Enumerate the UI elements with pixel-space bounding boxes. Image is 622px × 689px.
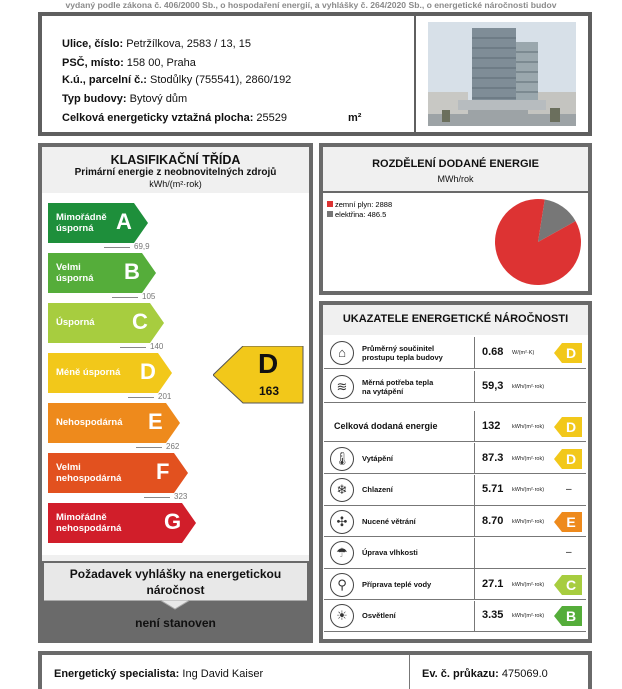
requirement-pointer <box>160 600 190 610</box>
area-row <box>62 112 287 124</box>
class-badge-letter: E <box>566 513 576 530</box>
class-band-label <box>56 462 121 484</box>
class-limit-line <box>104 247 130 248</box>
bulb-icon: ☀ <box>330 604 354 628</box>
class-limit-value: 323 <box>174 492 188 501</box>
cell-divider <box>474 475 475 505</box>
class-limit-value: 140 <box>150 342 164 351</box>
indicator-row <box>324 411 586 442</box>
indicator-row <box>324 443 586 474</box>
indicator-unit: W/(m²·K) <box>512 350 535 356</box>
indicator-row <box>324 538 586 569</box>
indicator-row <box>324 601 586 632</box>
cert-value: 475069.0 <box>501 668 548 680</box>
indicator-row <box>324 506 586 537</box>
class-band-letter: E <box>148 409 163 434</box>
class-limit-value: 105 <box>142 292 156 301</box>
footer-box <box>42 655 588 689</box>
indicator-label: Celková dodaná energie <box>334 420 438 431</box>
class-band-label-line1: Mimořádně <box>56 212 107 223</box>
requirement-title-2: náročnost <box>146 583 205 597</box>
class-band-label-line2: úsporná <box>56 223 94 234</box>
indicator-value: 59,3 <box>482 380 504 392</box>
class-band-label <box>56 417 123 428</box>
tap-icon: ⚲ <box>330 573 354 597</box>
rating-value: 163 <box>259 384 280 398</box>
indicator-row <box>324 475 586 506</box>
indicator-unit: kWh/(m²·rok) <box>512 518 545 525</box>
cell-divider <box>474 371 475 402</box>
indicator-unit: kWh/(m²·rok) <box>512 423 545 430</box>
street-row <box>62 38 251 50</box>
indicator-value: 27.1 <box>482 577 504 590</box>
cert-label: Ev. č. průkazu: <box>422 668 499 680</box>
class-band-d <box>48 353 172 393</box>
cell-divider <box>474 506 475 536</box>
class-band-label <box>56 317 95 328</box>
class-band-c <box>48 303 164 343</box>
zip-value: 158 00, Praha <box>126 57 196 69</box>
class-badge-letter: B <box>565 608 577 624</box>
indicator-unit: kWh/(m²·rok) <box>512 455 545 462</box>
indicator-label: Příprava teplé vody <box>362 579 432 589</box>
class-band-letter: G <box>164 509 182 534</box>
legend-swatch <box>327 201 333 207</box>
class-band-label <box>56 212 107 234</box>
classification-title: KLASIFIKAČNÍ TŘÍDA <box>110 153 241 167</box>
class-band-letter: A <box>116 209 132 234</box>
specialist-value: Ing David Kaiser <box>182 668 264 680</box>
requirement-value: není stanoven <box>135 616 216 630</box>
class-badge <box>554 606 582 626</box>
cell-divider <box>474 337 475 368</box>
building-photo-box <box>416 16 588 132</box>
indicators-title: UKAZATELE ENERGETICKÉ NÁROČNOSTI <box>342 313 569 325</box>
class-band-label-line1: Úsporná <box>56 317 95 328</box>
building-photo <box>428 22 576 126</box>
indicator-dash: – <box>566 484 572 495</box>
legend-label: zemní plyn: 2888 <box>335 200 393 209</box>
thermometer-icon: 🌡 <box>330 447 354 471</box>
indicator-label-line1: Měrná potřeba tepla <box>362 378 434 387</box>
specialist-label: Energetický specialista: <box>54 668 180 680</box>
cell-divider <box>474 443 475 473</box>
cooling-icon: ❄ <box>330 478 354 502</box>
class-limit-line <box>112 297 138 298</box>
area-label: Celková energeticky vztažná plocha: <box>62 112 254 124</box>
class-band-letter: D <box>140 359 156 384</box>
cell-divider <box>474 569 475 599</box>
class-band-label <box>56 262 93 284</box>
parcel-value: Stodůlky (755541), 2860/192 <box>150 74 292 86</box>
class-badge <box>554 417 582 437</box>
legend-swatch <box>327 211 333 217</box>
building-info-box <box>42 16 414 132</box>
rating-letter: D <box>258 348 279 379</box>
zip-row <box>62 57 196 69</box>
class-band-a <box>48 203 148 243</box>
legend-label: elektřina: 486.5 <box>335 210 387 219</box>
street-label: Ulice, číslo: <box>62 38 124 50</box>
indicator-row <box>324 569 586 600</box>
class-band-label-line1: Mimořádně <box>56 512 107 523</box>
class-band-label-line1: Méně úsporná <box>56 367 121 378</box>
class-band-letter: B <box>124 259 140 284</box>
indicator-label: Osvětlení <box>362 611 396 620</box>
indicator-label: Vytápění <box>362 453 393 463</box>
type-label: Typ budovy: <box>62 93 127 105</box>
indicator-value: 87.3 <box>482 451 504 464</box>
indicator-label <box>362 378 433 396</box>
indicator-label: Nucené větrání <box>362 516 416 526</box>
indicator-label <box>362 344 443 362</box>
cert-row <box>422 668 548 680</box>
requirement-header <box>44 563 307 601</box>
indicator-unit: kWh/(m²·rok) <box>512 581 545 588</box>
indicator-row <box>324 371 586 403</box>
class-badge-letter: D <box>565 450 577 467</box>
type-row <box>62 93 187 105</box>
class-limit-value: 262 <box>166 442 180 451</box>
indicator-label-line2: na vytápění <box>362 387 404 396</box>
class-badge <box>554 449 582 469</box>
indicator-label: Chlazení <box>362 485 393 494</box>
indicator-unit: kWh/(m²·rok) <box>512 613 545 619</box>
class-band-label <box>56 367 120 378</box>
parcel-row <box>62 74 291 86</box>
class-limit-line <box>120 347 146 348</box>
class-band-f <box>48 453 188 493</box>
street-value: Petržílkova, 2583 / 13, 15 <box>126 38 251 50</box>
indicator-row <box>324 337 586 369</box>
area-value: 25529 <box>256 112 288 124</box>
class-limit-line <box>144 497 170 498</box>
specialist-row <box>54 668 263 680</box>
class-band-label-line2: nehospodárná <box>56 523 122 534</box>
indicator-unit: kWh/(m²·rok) <box>512 487 545 493</box>
legal-header: vydaný podle zákona č. 406/2000 Sb., o hospodaření energií, a vyhlášky č. 264/2020 Sb., o energetické náročnosti budov <box>65 0 557 10</box>
type-value: Bytový dům <box>129 93 188 105</box>
class-limit-value: 69,9 <box>134 242 150 251</box>
indicator-value: 132 <box>482 419 501 432</box>
indicator-dash: – <box>566 547 572 558</box>
cell-divider <box>474 411 475 441</box>
class-badge <box>554 575 582 595</box>
classification-unit: kWh/(m²·rok) <box>149 179 202 189</box>
class-band-label-line2: úsporná <box>56 273 94 284</box>
indicator-label-line1: Průměrný součinitel <box>362 344 435 353</box>
class-band-label-line2: nehospodárná <box>56 473 122 484</box>
class-band-b <box>48 253 156 293</box>
zip-label: PSČ, místo: <box>62 57 124 69</box>
radiator-icon: ≋ <box>330 375 354 399</box>
class-limit-line <box>136 447 162 448</box>
distribution-pie-chart <box>323 193 588 291</box>
class-band-letter: F <box>156 459 170 484</box>
requirement-title-1: Požadavek vyhlášky na energetickou <box>69 567 282 581</box>
class-badge-letter: D <box>565 345 577 361</box>
indicator-value: 5.71 <box>482 483 504 495</box>
humidity-icon: ☂ <box>330 541 354 565</box>
class-badge-letter: C <box>565 576 577 593</box>
class-band-label <box>56 512 121 534</box>
indicator-label-line2: prostupu tepla budovy <box>362 353 443 362</box>
footer-panel <box>38 651 592 689</box>
area-unit: m² <box>348 112 362 124</box>
class-band-label-line1: Velmi <box>56 262 81 273</box>
class-badge-letter: D <box>565 418 577 435</box>
class-badge <box>554 512 582 532</box>
class-badge <box>554 343 582 363</box>
building-info-panel <box>38 12 592 136</box>
parcel-label: K.ú., parcelní č.: <box>62 74 147 86</box>
class-band-g <box>48 503 196 543</box>
cell-divider <box>474 601 475 631</box>
class-band-label-line1: Nehospodárná <box>56 417 123 428</box>
indicator-label: Úprava vlhkosti <box>362 548 418 557</box>
distribution-title: ROZDĚLENÍ DODANÉ ENERGIE <box>372 158 539 170</box>
house-icon: ⌂ <box>330 341 354 365</box>
fan-icon: ✣ <box>330 510 354 534</box>
class-band-letter: C <box>132 309 148 334</box>
class-limit-line <box>128 397 154 398</box>
class-band-e <box>48 403 180 443</box>
class-limit-value: 201 <box>158 392 172 401</box>
class-band-label-line1: Velmi <box>56 462 81 473</box>
indicator-value: 3.35 <box>482 609 504 621</box>
cell-divider <box>474 538 475 568</box>
indicator-unit: kWh/(m²·rok) <box>512 384 545 390</box>
footer-divider <box>409 655 410 689</box>
distribution-unit: MWh/rok <box>437 174 474 184</box>
classification-subtitle: Primární energie z neobnovitelných zdrojů <box>74 167 277 178</box>
indicator-value: 8.70 <box>482 514 504 527</box>
indicator-value: 0.68 <box>482 346 504 358</box>
